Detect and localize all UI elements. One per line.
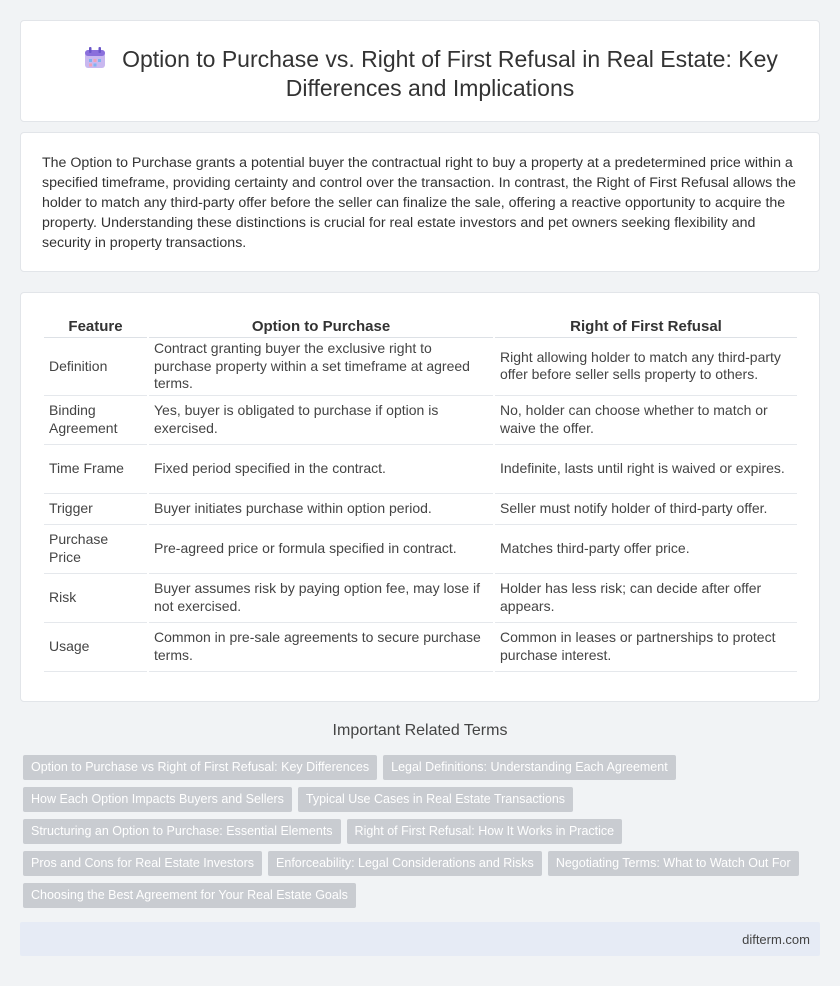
rofr-cell: Indefinite, lasts until right is waived or expires. (495, 445, 797, 494)
feature-cell: Usage (44, 623, 147, 672)
intro-card (20, 132, 820, 272)
table-row (44, 445, 797, 494)
table-row (44, 623, 797, 672)
feature-cell: Trigger (44, 494, 147, 525)
rofr-cell: Common in leases or partnerships to protect purchase interest. (495, 623, 797, 672)
rofr-cell: No, holder can choose whether to match or waive the offer. (495, 396, 797, 445)
rofr-cell: Seller must notify holder of third-party offer. (495, 494, 797, 525)
footer (20, 922, 820, 956)
page-title (61, 45, 799, 103)
related-terms-title: Important Related Terms (332, 722, 508, 739)
table-row (44, 338, 797, 396)
footer-site-link[interactable]: difterm.com (742, 932, 810, 947)
feature-cell: Risk (44, 574, 147, 623)
related-term-tag[interactable]: Pros and Cons for Real Estate Investors (23, 851, 262, 876)
option-cell: Buyer assumes risk by paying option fee, may lose if not exercised. (149, 574, 493, 623)
feature-cell: Time Frame (44, 445, 147, 494)
related-term-tag[interactable]: Enforceability: Legal Considerations and Risks (268, 851, 542, 876)
table-row (44, 494, 797, 525)
related-terms-list (23, 755, 813, 915)
header-option: Option to Purchase (149, 316, 493, 338)
option-cell: Fixed period specified in the contract. (149, 445, 493, 494)
related-term-tag[interactable]: Negotiating Terms: What to Watch Out For (548, 851, 799, 876)
calendar-icon (82, 45, 108, 71)
page-title-text: Option to Purchase vs. Right of First Refusal in Real Estate: Key Differences and Implications (122, 46, 778, 101)
header-feature: Feature (44, 316, 147, 338)
related-term-tag[interactable]: Choosing the Best Agreement for Your Real Estate Goals (23, 883, 356, 908)
option-cell: Contract granting buyer the exclusive right to purchase property within a set timeframe at agreed terms. (149, 338, 493, 396)
rofr-cell: Holder has less risk; can decide after offer appears. (495, 574, 797, 623)
feature-cell: Purchase Price (44, 525, 147, 574)
rofr-cell: Matches third-party offer price. (495, 525, 797, 574)
comparison-table (42, 316, 799, 672)
option-cell: Yes, buyer is obligated to purchase if option is exercised. (149, 396, 493, 445)
table-row (44, 396, 797, 445)
table-row (44, 525, 797, 574)
header-rofr: Right of First Refusal (495, 316, 797, 338)
table-row (44, 574, 797, 623)
option-cell: Pre-agreed price or formula specified in contract. (149, 525, 493, 574)
related-term-tag[interactable]: Typical Use Cases in Real Estate Transactions (298, 787, 573, 812)
table-header-row (44, 316, 797, 338)
option-cell: Buyer initiates purchase within option period. (149, 494, 493, 525)
related-term-tag[interactable]: Structuring an Option to Purchase: Essential Elements (23, 819, 341, 844)
related-term-tag[interactable]: Right of First Refusal: How It Works in Practice (347, 819, 623, 844)
rofr-cell: Right allowing holder to match any third-party offer before seller sells property to others. (495, 338, 797, 396)
related-term-tag[interactable]: How Each Option Impacts Buyers and Sellers (23, 787, 292, 812)
related-term-tag[interactable]: Legal Definitions: Understanding Each Agreement (383, 755, 676, 780)
feature-cell: Binding Agreement (44, 396, 147, 445)
comparison-card (20, 292, 820, 702)
option-cell: Common in pre-sale agreements to secure purchase terms. (149, 623, 493, 672)
intro-paragraph: The Option to Purchase grants a potential buyer the contractual right to buy a property at a predetermined price within a specified timeframe, providing certainty and control over the transaction. In contrast, the Right of First Refusal allows the holder to match any third-party offer before the seller can finalize the sale, offering a reactive opportunity to acquire the property. Understanding these distinctions is crucial for real estate investors and pet owners seeking flexibility and security in property transactions. (42, 155, 796, 251)
feature-cell: Definition (44, 338, 147, 396)
related-term-tag[interactable]: Option to Purchase vs Right of First Refusal: Key Differences (23, 755, 377, 780)
header-card (20, 20, 820, 122)
